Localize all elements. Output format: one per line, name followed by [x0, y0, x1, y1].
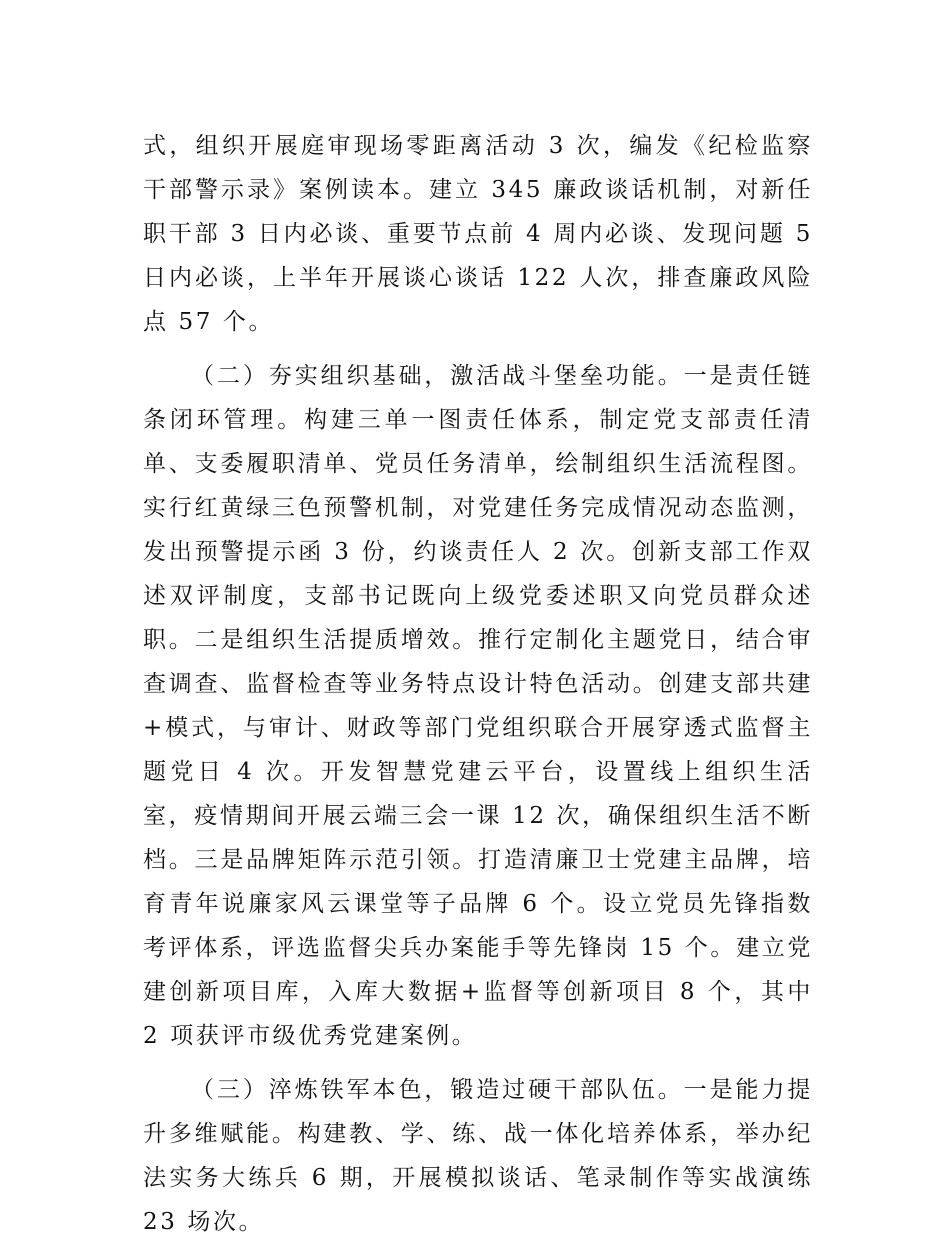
- document-body: [143, 124, 813, 1244]
- paragraph-section-2: （二）夯实组织基础，激活战斗堡垒功能。一是责任链条闭环管理。构建三单一图责任体系，制定党支部责任清单、支委履职清单、党员任务清单，绘制组织生活流程图。实行红黄绿三色预警机制，对党建任务完成情况动态监测，发出预警提示函 3 份，约谈责任人 2 次。创新支部工作双述双评制度，支部书记既向上级党委述职又向党员群众述职。二是组织生活提质增效。推行定制化主题党日，结合审查调查、监督检查等业务特点设计特色活动。创建支部共建+模式，与审计、财政等部门党组织联合开展穿透式监督主题党日 4 次。开发智慧党建云平台，设置线上组织生活室，疫情期间开展云端三会一课 12 次，确保组织生活不断档。三是品牌矩阵示范引领。打造清廉卫士党建主品牌，培育青年说廉家风云课堂等子品牌 6 个。设立党员先锋指数考评体系，评选监督尖兵办案能手等先锋岗 15 个。建立党建创新项目库，入库大数据+监督等创新项目 8 个，其中 2 项获评市级优秀党建案例。: [143, 363, 813, 1049]
- paragraph-continuation: 式，组织开展庭审现场零距离活动 3 次，编发《纪检监察干部警示录》案例读本。建立 345 廉政谈话机制，对新任职干部 3 日内必谈、重要节点前 4 周内必谈、发现问题 5 日内必谈，上半年开展谈心谈话 122 人次，排查廉政风险点 57 个。: [143, 133, 813, 335]
- paragraph-section-3: （三）淬炼铁军本色，锻造过硬干部队伍。一是能力提升多维赋能。构建教、学、练、战一体化培养体系，举办纪法实务大练兵 6 期，开展模拟谈话、笔录制作等实战演练 23 场次。: [143, 1077, 813, 1235]
